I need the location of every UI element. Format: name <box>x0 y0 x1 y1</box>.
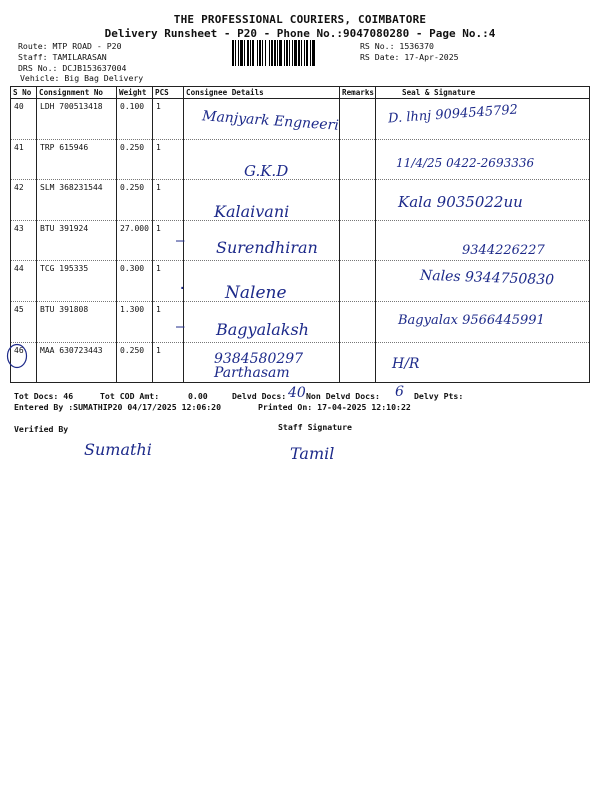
verified-signature: Sumathi <box>84 440 152 459</box>
tot-cod-value: 0.00 <box>188 391 208 401</box>
staff-label: Staff: TAMILARASAN <box>18 52 107 62</box>
delvy-pts-label: Delvy Pts: <box>414 391 464 401</box>
row-remarks-cell <box>340 261 376 302</box>
signature-hand-45: Bagyalax 9566445991 <box>398 313 545 328</box>
row-sno: 43 <box>11 220 37 261</box>
signature-hand-43: 9344226227 <box>462 243 545 258</box>
pen-dash-icon: – <box>176 319 185 335</box>
col-consignee: Consignee Details <box>184 87 340 99</box>
row-pcs: 1 <box>153 180 184 221</box>
row-consignment-no: MAA 630723443 <box>37 342 117 383</box>
row-weight: 0.250 <box>117 180 153 221</box>
barcode-bar <box>298 40 300 66</box>
consignee-hand-46: 9384580297 Parthasam <box>214 351 304 381</box>
barcode-bar <box>279 40 282 66</box>
rs-date: RS Date: 17-Apr-2025 <box>360 52 459 62</box>
barcode-bar <box>271 40 273 66</box>
tot-cod-label: Tot COD Amt: <box>100 391 160 401</box>
barcode-bar <box>259 40 261 66</box>
tot-docs: Tot Docs: 46 <box>14 391 74 401</box>
row-consignment-no: LDH 700513418 <box>37 99 117 140</box>
row-pcs: 1 <box>153 301 184 342</box>
consignee-hand-40: Manjyark Engneeri <box>201 108 340 134</box>
non-delvd-value: 6 <box>395 384 404 400</box>
rs-number: RS No.: 1536370 <box>360 41 434 51</box>
row-consignment-no: TCG 195335 <box>37 261 117 302</box>
row-pcs: 1 <box>153 261 184 302</box>
row-pcs: 1 <box>153 99 184 140</box>
row-sno: 45 <box>11 301 37 342</box>
signature-hand-42: Kala 9035022uu <box>398 193 523 211</box>
col-remarks: Remarks <box>340 87 376 99</box>
barcode-bar <box>301 40 302 66</box>
barcode-image <box>232 40 354 66</box>
consignee-hand-44: Nalene <box>225 283 287 303</box>
row-sno: 42 <box>11 180 37 221</box>
barcode-bar <box>292 40 293 66</box>
row-weight: 27.000 <box>117 220 153 261</box>
col-seal-signature: Seal & Signature <box>376 87 590 99</box>
barcode-bar <box>286 40 288 66</box>
verified-by-label: Verified By <box>14 424 69 434</box>
barcode-bar <box>310 40 311 66</box>
row-remarks-cell <box>340 180 376 221</box>
row-weight: 0.100 <box>117 99 153 140</box>
barcode-bar <box>284 40 285 66</box>
consignee-hand-43: Surendhiran <box>216 238 318 257</box>
company-title: THE PROFESSIONAL COURIERS, COIMBATORE <box>173 13 427 26</box>
row-consignment-no: BTU 391808 <box>37 301 117 342</box>
barcode-bar <box>294 40 297 66</box>
delvd-docs-value: 40 <box>288 385 306 401</box>
barcode-bar <box>247 40 249 66</box>
row-sno: 41 <box>11 139 37 180</box>
col-weight: Weight <box>117 87 153 99</box>
barcode-bar <box>232 40 234 66</box>
signature-hand-46: H/R <box>392 356 420 372</box>
row-pcs: 1 <box>153 220 184 261</box>
row-consignment-no: TRP 615946 <box>37 139 117 180</box>
barcode-bar <box>304 40 305 66</box>
staff-signature-label: Staff Signature <box>278 422 352 432</box>
barcode-bar <box>306 40 308 66</box>
row-remarks-cell <box>340 220 376 261</box>
printed-on: Printed On: 17-04-2025 12:10:22 <box>258 402 411 412</box>
row-weight: 1.300 <box>117 301 153 342</box>
entered-by: Entered By :SUMATHIP20 04/17/2025 12:06:20 <box>14 402 222 412</box>
barcode-bar <box>250 40 251 66</box>
row-sno: 46 <box>11 342 37 383</box>
barcode-bar <box>238 40 239 66</box>
barcode-bar <box>274 40 276 66</box>
delvd-docs-label: Delvd Docs: <box>232 391 287 401</box>
col-sno: S No <box>11 87 37 99</box>
row-consignment-no: SLM 368231544 <box>37 180 117 221</box>
signature-hand-40: D. lhnj 9094545792 <box>387 102 519 127</box>
pen-dash-icon: · <box>178 281 187 297</box>
row-consignment-no: BTU 391924 <box>37 220 117 261</box>
drs-number: DRS No.: DCJB153637004 <box>18 63 127 73</box>
row-sno: 44 <box>11 261 37 302</box>
barcode-bar <box>244 40 245 66</box>
row-pcs: 1 <box>153 139 184 180</box>
table-header-row <box>11 87 590 99</box>
non-delvd-label: Non Delvd Docs: <box>306 391 380 401</box>
col-consignment: Consignment No <box>37 87 117 99</box>
row-remarks-cell <box>340 301 376 342</box>
runsheet-title: Delivery Runsheet - P20 - Phone No.:9047080280 - Page No.:4 <box>104 27 496 40</box>
barcode-bar <box>257 40 258 66</box>
signature-hand-44: Nales 9344750830 <box>419 267 555 289</box>
barcode-bar <box>252 40 254 66</box>
row-pcs: 1 <box>153 342 184 383</box>
row-weight: 0.250 <box>117 342 153 383</box>
barcode-bar <box>235 40 236 66</box>
staff-signature-hand: Tamil <box>290 444 335 463</box>
barcode-bar <box>277 40 278 66</box>
row-remarks-cell <box>340 139 376 180</box>
row-remarks-cell <box>340 99 376 140</box>
col-pcs: PCS <box>153 87 184 99</box>
barcode-bar <box>262 40 263 66</box>
row-sno: 40 <box>11 99 37 140</box>
consignee-hand-42: Kalaivani <box>214 202 290 221</box>
barcode-bar <box>269 40 270 66</box>
signature-hand-41: 11/4/25 0422-2693336 <box>396 156 535 170</box>
vehicle-label: Vehicle: Big Bag Delivery <box>20 73 144 83</box>
pen-dash-icon: – <box>176 233 185 249</box>
consignee-hand-45: Bagyalaksh <box>216 320 309 339</box>
barcode-bar <box>265 40 266 66</box>
barcode-bar <box>312 40 315 66</box>
consignee-hand-41: G.K.D <box>244 162 289 180</box>
barcode-bar <box>240 40 243 66</box>
row-weight: 0.250 <box>117 139 153 180</box>
barcode-bar <box>289 40 290 66</box>
row-weight: 0.300 <box>117 261 153 302</box>
route-label: Route: MTP ROAD - P20 <box>18 41 122 51</box>
circle-mark-icon <box>6 343 28 369</box>
